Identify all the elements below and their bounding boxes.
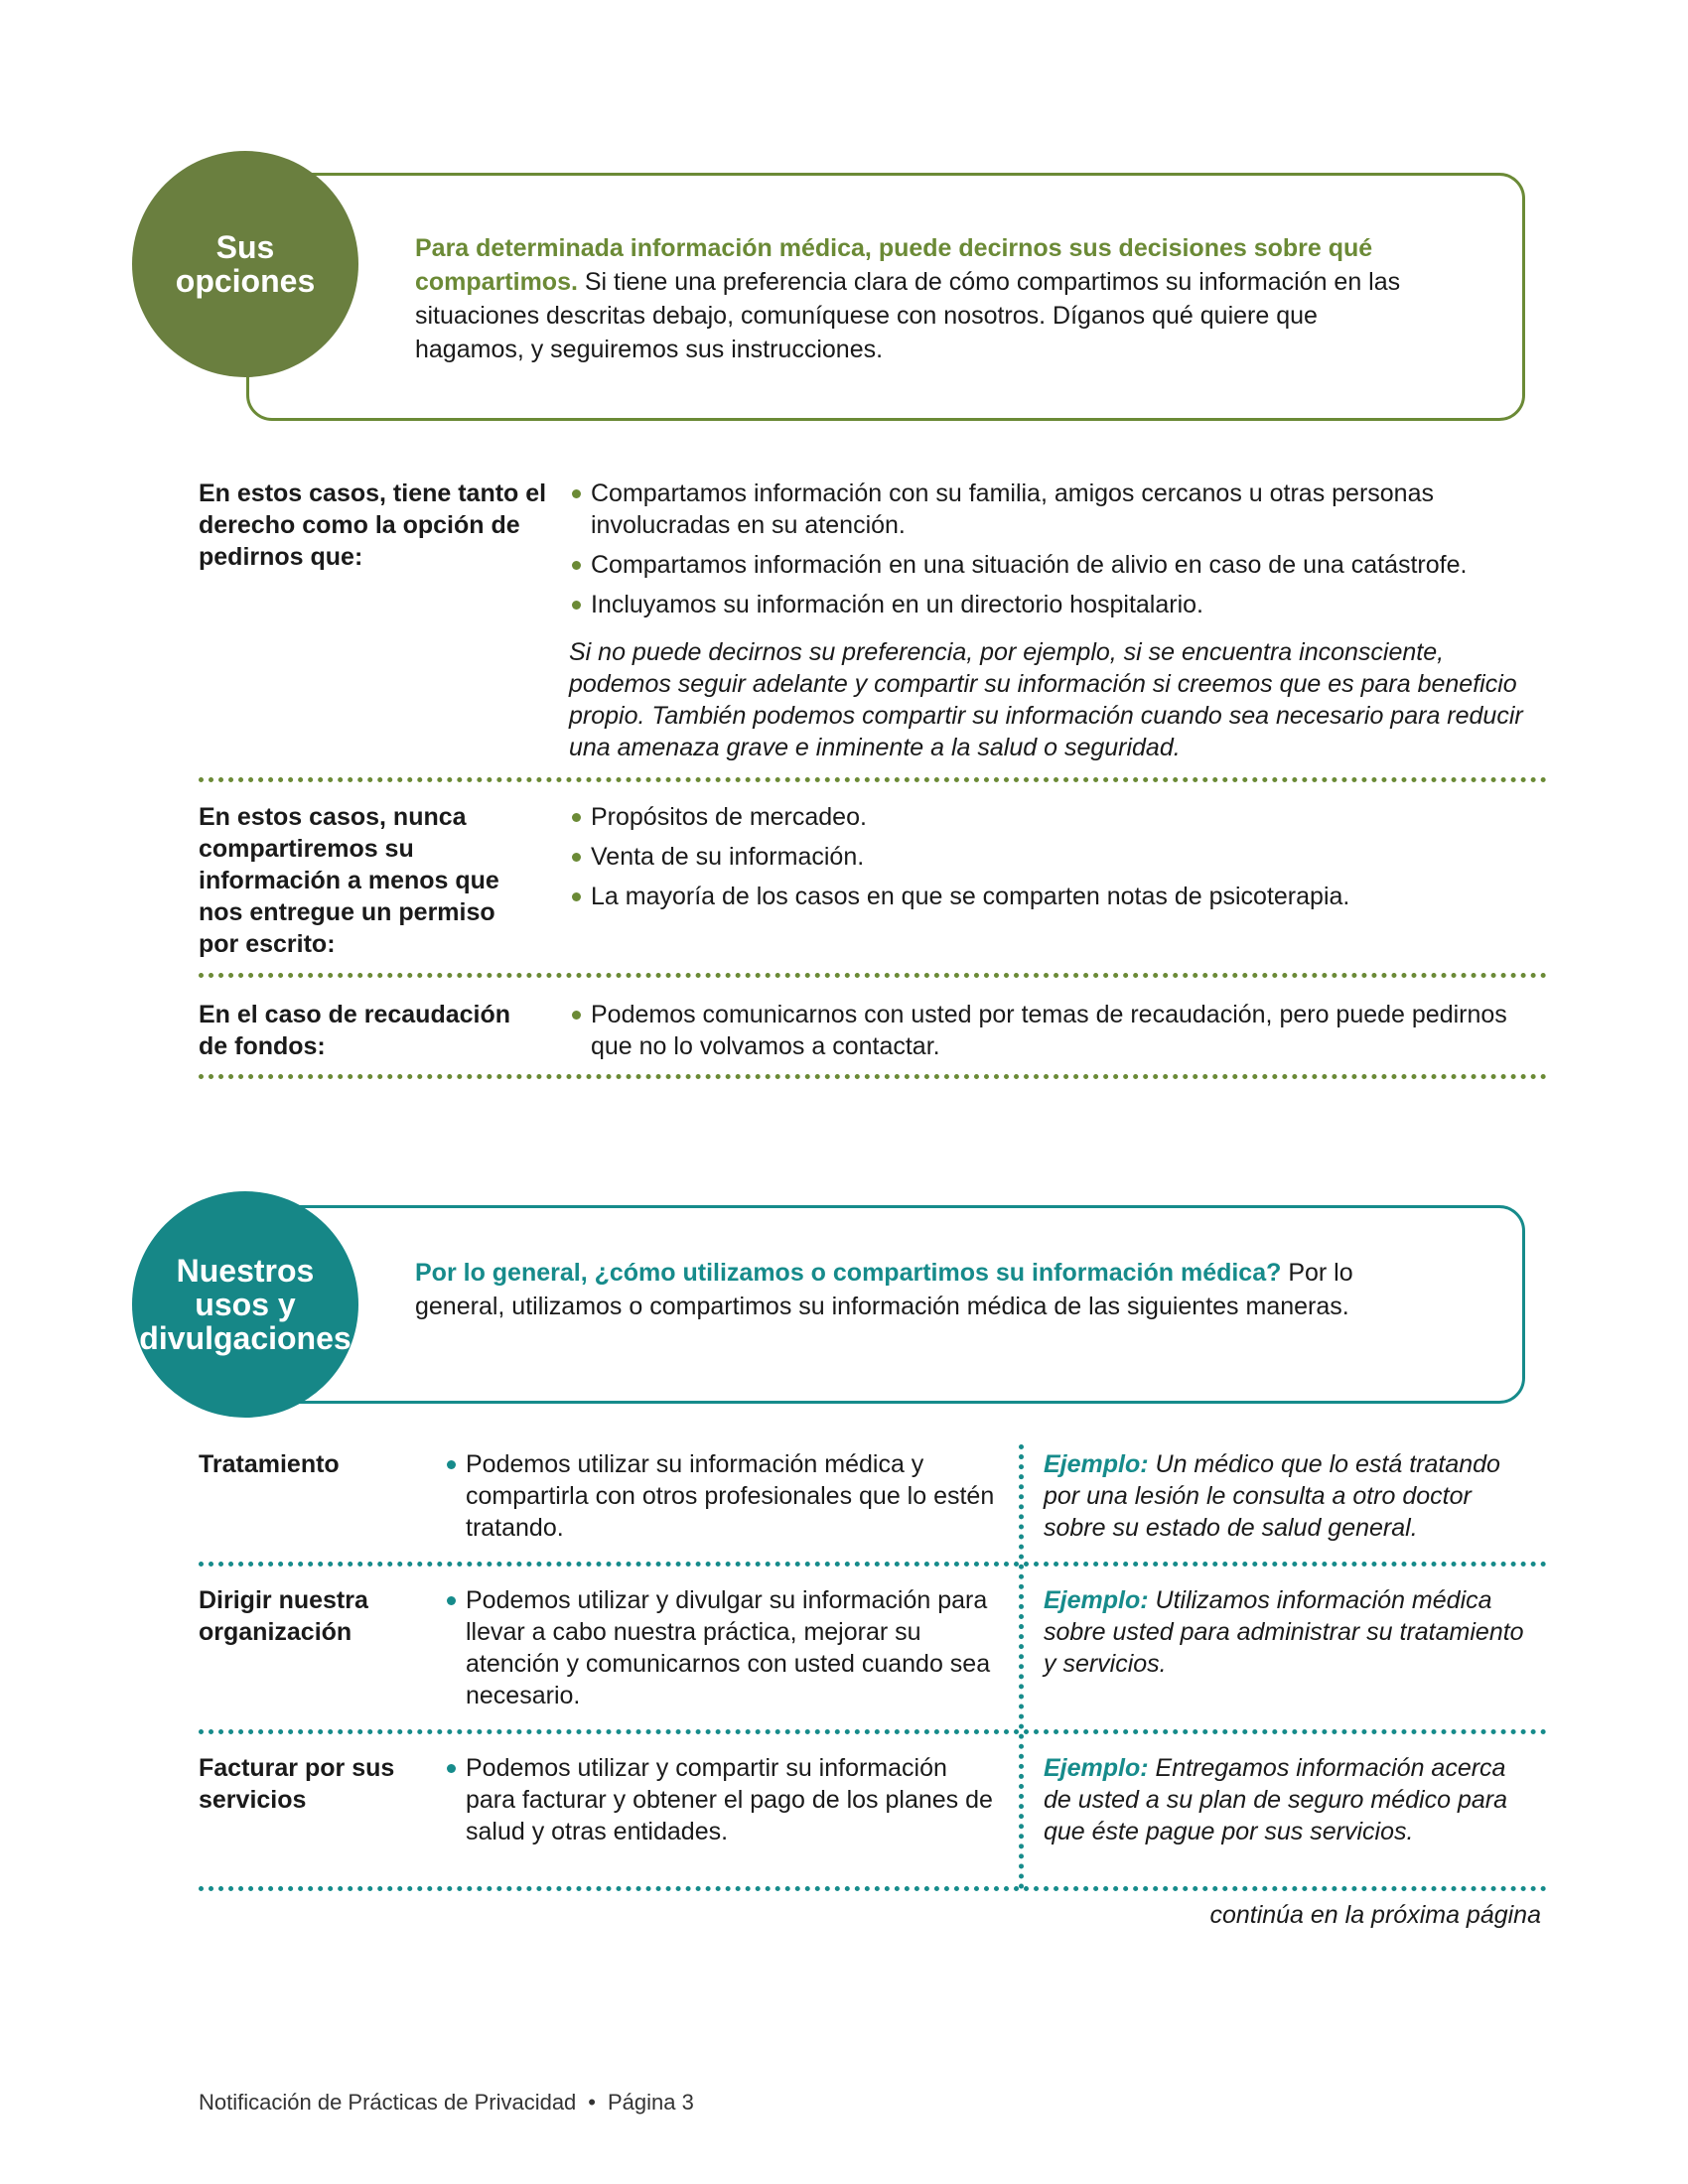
uses-intro-lead: Por lo general, ¿cómo utilizamos o compartimos su información médica? [415,1259,1282,1287]
list-item: Propósitos de mercadeo. [569,801,1547,833]
uses-row-2-label: Dirigir nuestra organización [199,1586,368,1646]
list-item: Podemos comunicarnos con usted por temas de recaudación, pero puede pedirnos que no lo volvamos a contactar. [569,999,1547,1062]
example-label: Ejemplo: [1044,1754,1149,1782]
uses-circle-line3: divulgaciones [139,1320,352,1356]
uses-row-3-example [1044,1752,1540,1847]
example-label: Ejemplo: [1044,1450,1149,1478]
uses-row-1-example [1044,1448,1540,1544]
page-footer [199,2090,694,2116]
list-item: Incluyamos su información en un directorio hospitalario. [569,589,1547,620]
uses-circle-badge [132,1191,358,1418]
example-text: Entregamos información acerca de usted a su plan de seguro médico para que éste pague por sus servicios. [1044,1754,1507,1845]
uses-row-2-example [1044,1584,1540,1680]
example-text: Un médico que lo está tratando por una lesión le consulta a otro doctor sobre su estado de salud general. [1044,1450,1500,1542]
divider [199,1886,1547,1891]
uses-intro-body: Por lo general, utilizamos o compartimos su información médica de las siguientes maneras. [415,1259,1353,1320]
uses-circle-line2: usos y [195,1287,296,1322]
choices-circle-line1: Sus [215,229,275,265]
divider [199,777,1547,782]
uses-circle-line1: Nuestros [176,1253,315,1289]
choices-circle-badge [132,151,358,377]
choices-row-3-label: En el caso de recaudación de fondos: [199,1001,511,1060]
footer-page-number: Página 3 [608,2090,694,2115]
uses-intro [415,1256,1428,1323]
choices-row-1-note: Si no puede decirnos su preferencia, por ejemplo, si se encuentra inconsciente, podemos seguir adelante y compartir su información si creemos que es para beneficio propio. También podemos compartir su información cuando sea necesario para reducir una amenaza grave e inminente a la salud o seguridad. [569,638,1523,761]
choices-row-2-label: En estos casos, nunca compartiremos su información a menos que nos entregue un permiso por escrito: [199,803,499,958]
choices-row-1-bullets [569,478,1547,628]
choices-intro [415,231,1428,366]
uses-row-2-bullet [444,1584,1000,1711]
choices-circle-line2: opciones [175,263,316,299]
list-item: Podemos utilizar su información médica y compartirla con otros profesionales que lo estén tratando. [444,1448,1000,1544]
column-divider [1019,1444,1024,1889]
footer-title: Notificación de Prácticas de Privacidad [199,2090,577,2115]
list-item: Compartamos información en una situación de alivio en caso de una catástrofe. [569,549,1547,581]
uses-row-3-bullet [444,1752,1000,1847]
divider [199,1729,1547,1734]
choices-intro-body: Si tiene una preferencia clara de cómo compartimos su información en las situaciones descritas debajo, comuníquese con nosotros. Díganos qué quiere que hagamos, y seguiremos sus instrucciones. [415,268,1401,363]
uses-row-3-label: Facturar por sus servicios [199,1754,395,1814]
list-item: Podemos utilizar y compartir su información para facturar y obtener el pago de los planes de salud y otras entidades. [444,1752,1000,1847]
divider [199,1074,1547,1079]
divider [199,1562,1547,1567]
list-item: Venta de su información. [569,841,1547,873]
list-item: La mayoría de los casos en que se comparten notas de psicoterapia. [569,881,1547,912]
choices-row-1-label: En estos casos, tiene tanto el derecho como la opción de pedirnos que: [199,479,547,571]
list-item: Podemos utilizar y divulgar su información para llevar a cabo nuestra práctica, mejorar su atención y comunicarnos con usted cuando sea necesario. [444,1584,1000,1711]
uses-row-1-bullet [444,1448,1000,1544]
choices-row-2-bullets [569,801,1547,920]
footer-bullet-separator: • [588,2090,596,2115]
choices-row-3-bullets [569,999,1547,1070]
uses-row-1-label: Tratamiento [199,1450,340,1478]
list-item: Compartamos información con su familia, amigos cercanos u otras personas involucradas en su atención. [569,478,1547,541]
choices-intro-lead: Para determinada información médica, puede decirnos sus decisiones sobre qué compartimos. [415,234,1373,296]
example-label: Ejemplo: [1044,1586,1149,1614]
divider [199,973,1547,978]
example-text: Utilizamos información médica sobre usted para administrar su tratamiento y servicios. [1044,1586,1524,1678]
continued-note: continúa en la próxima página [1209,1901,1541,1929]
